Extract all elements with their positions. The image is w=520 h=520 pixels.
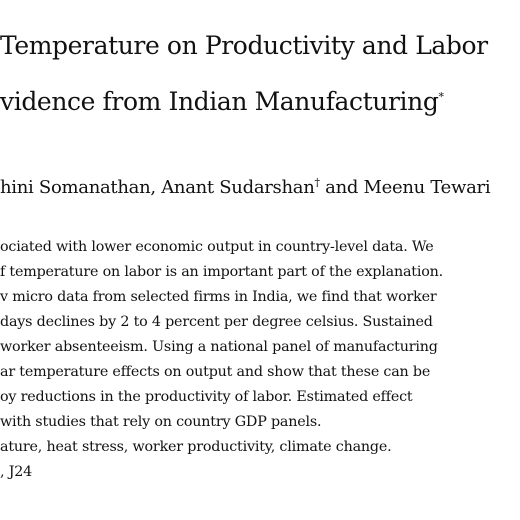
paper-title-line-2 <box>0 87 444 116</box>
abstract-line: ociated with lower economic output in country-level data. We <box>0 239 434 255</box>
paper-title-line-1: Temperature on Productivity and Labor <box>0 31 488 60</box>
paper-title-line-2-text: vidence from Indian Manufacturing <box>0 87 439 116</box>
jel-codes-line: , J24 <box>0 464 33 480</box>
abstract-line: with studies that rely on country GDP panels. <box>0 414 322 430</box>
abstract-line: ar temperature effects on output and show that these can be <box>0 364 431 380</box>
author-names: hini Somanathan, Anant Sudarshan <box>0 177 315 198</box>
author-names-tail: and Meenu Tewari <box>319 177 491 198</box>
abstract-line: days declines by 2 to 4 percent per degree celsius. Sustained <box>0 314 433 330</box>
abstract-line: worker absenteeism. Using a national panel of manufacturing <box>0 339 438 355</box>
abstract-line: oy reductions in the productivity of labor. Estimated effect <box>0 389 413 405</box>
author-footnote-mark: † <box>314 176 320 189</box>
author-list <box>0 177 490 198</box>
title-footnote-mark: * <box>438 90 444 104</box>
abstract-line: f temperature on labor is an important part of the explanation. <box>0 264 443 280</box>
abstract-line: v micro data from selected firms in India, we find that worker <box>0 289 437 305</box>
keywords-line: ature, heat stress, worker productivity, climate change. <box>0 439 392 455</box>
